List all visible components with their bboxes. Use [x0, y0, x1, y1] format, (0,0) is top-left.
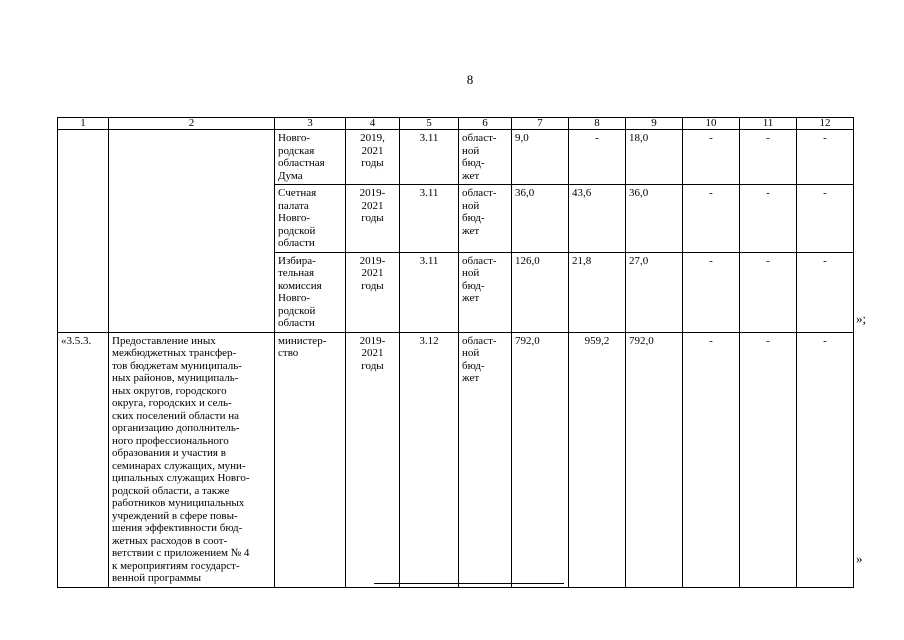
- cell-target: 3.11: [400, 185, 459, 253]
- cell-value-12: -: [797, 252, 854, 332]
- cell-target: 3.12: [400, 332, 459, 587]
- header-cell: 6: [459, 118, 512, 130]
- cell-value-11: -: [740, 332, 797, 587]
- budget-table: [57, 117, 854, 588]
- cell-source: област- ной бюд- жет: [459, 130, 512, 185]
- cell-description: [109, 130, 275, 333]
- cell-executor: Новго- родская областная Дума: [275, 130, 346, 185]
- cell-value-2019: 9,0: [512, 130, 569, 185]
- cell-period: 2019, 2021 годы: [346, 130, 400, 185]
- header-cell: 8: [569, 118, 626, 130]
- cell-value-10: -: [683, 185, 740, 253]
- cell-value-2021: 27,0: [626, 252, 683, 332]
- header-cell: 9: [626, 118, 683, 130]
- cell-target: 3.11: [400, 252, 459, 332]
- cell-value-2020: -: [569, 130, 626, 185]
- closing-quote: »: [856, 551, 863, 566]
- cell-value-2019: 792,0: [512, 332, 569, 587]
- cell-value-11: -: [740, 252, 797, 332]
- header-cell: 7: [512, 118, 569, 130]
- cell-target: 3.11: [400, 130, 459, 185]
- cell-period: 2019- 2021 годы: [346, 332, 400, 587]
- header-cell: 12: [797, 118, 854, 130]
- page-number: 8: [466, 72, 474, 87]
- footer-divider: [374, 583, 564, 584]
- cell-value-2020: 959,2: [569, 332, 626, 587]
- header-cell: 3: [275, 118, 346, 130]
- cell-value-11: -: [740, 130, 797, 185]
- header-cell: 2: [109, 118, 275, 130]
- cell-number: «3.5.3.: [58, 332, 109, 587]
- cell-value-2020: 43,6: [569, 185, 626, 253]
- cell-value-12: -: [797, 185, 854, 253]
- cell-value-12: -: [797, 332, 854, 587]
- cell-value-11: -: [740, 185, 797, 253]
- cell-value-2021: 18,0: [626, 130, 683, 185]
- cell-executor: министер- ство: [275, 332, 346, 587]
- cell-value-10: -: [683, 332, 740, 587]
- cell-executor: Избира- тельная комиссия Новго- родской области: [275, 252, 346, 332]
- cell-source: област- ной бюд- жет: [459, 332, 512, 587]
- header-cell: 1: [58, 118, 109, 130]
- cell-value-10: -: [683, 252, 740, 332]
- cell-value-12: -: [797, 130, 854, 185]
- cell-number: [58, 130, 109, 333]
- cell-value-2019: 36,0: [512, 185, 569, 253]
- header-cell: 11: [740, 118, 797, 130]
- cell-value-2019: 126,0: [512, 252, 569, 332]
- header-cell: 4: [346, 118, 400, 130]
- cell-executor: Счетная палата Новго- родской области: [275, 185, 346, 253]
- cell-value-2021: 792,0: [626, 332, 683, 587]
- closing-quote-semicolon: »;: [856, 311, 867, 326]
- header-row: [58, 118, 854, 130]
- header-cell: 5: [400, 118, 459, 130]
- cell-period: 2019- 2021 годы: [346, 252, 400, 332]
- cell-source: област- ной бюд- жет: [459, 185, 512, 253]
- cell-period: 2019- 2021 годы: [346, 185, 400, 253]
- table-row: [58, 332, 854, 587]
- cell-source: област- ной бюд- жет: [459, 252, 512, 332]
- header-cell: 10: [683, 118, 740, 130]
- cell-value-10: -: [683, 130, 740, 185]
- cell-description: Предоставление иных межбюджетных трансфер- тов бюджетам муниципаль- ных районов, муниципаль- ных округов, городского округа, городских и сель- ских поселений области на организацию дополнитель- ного профессионального образования и участия в семинарах служащих, муни- ципальных служащих Новго- родской области, а также работников муниципальных учреждений в сфере повы- шения эффективности бюд- жетных расходов в соот- ветствии с приложением № 4 к мероприятиям государст- венной программы: [109, 332, 275, 587]
- cell-value-2021: 36,0: [626, 185, 683, 253]
- cell-value-2020: 21,8: [569, 252, 626, 332]
- table-row: [58, 130, 854, 185]
